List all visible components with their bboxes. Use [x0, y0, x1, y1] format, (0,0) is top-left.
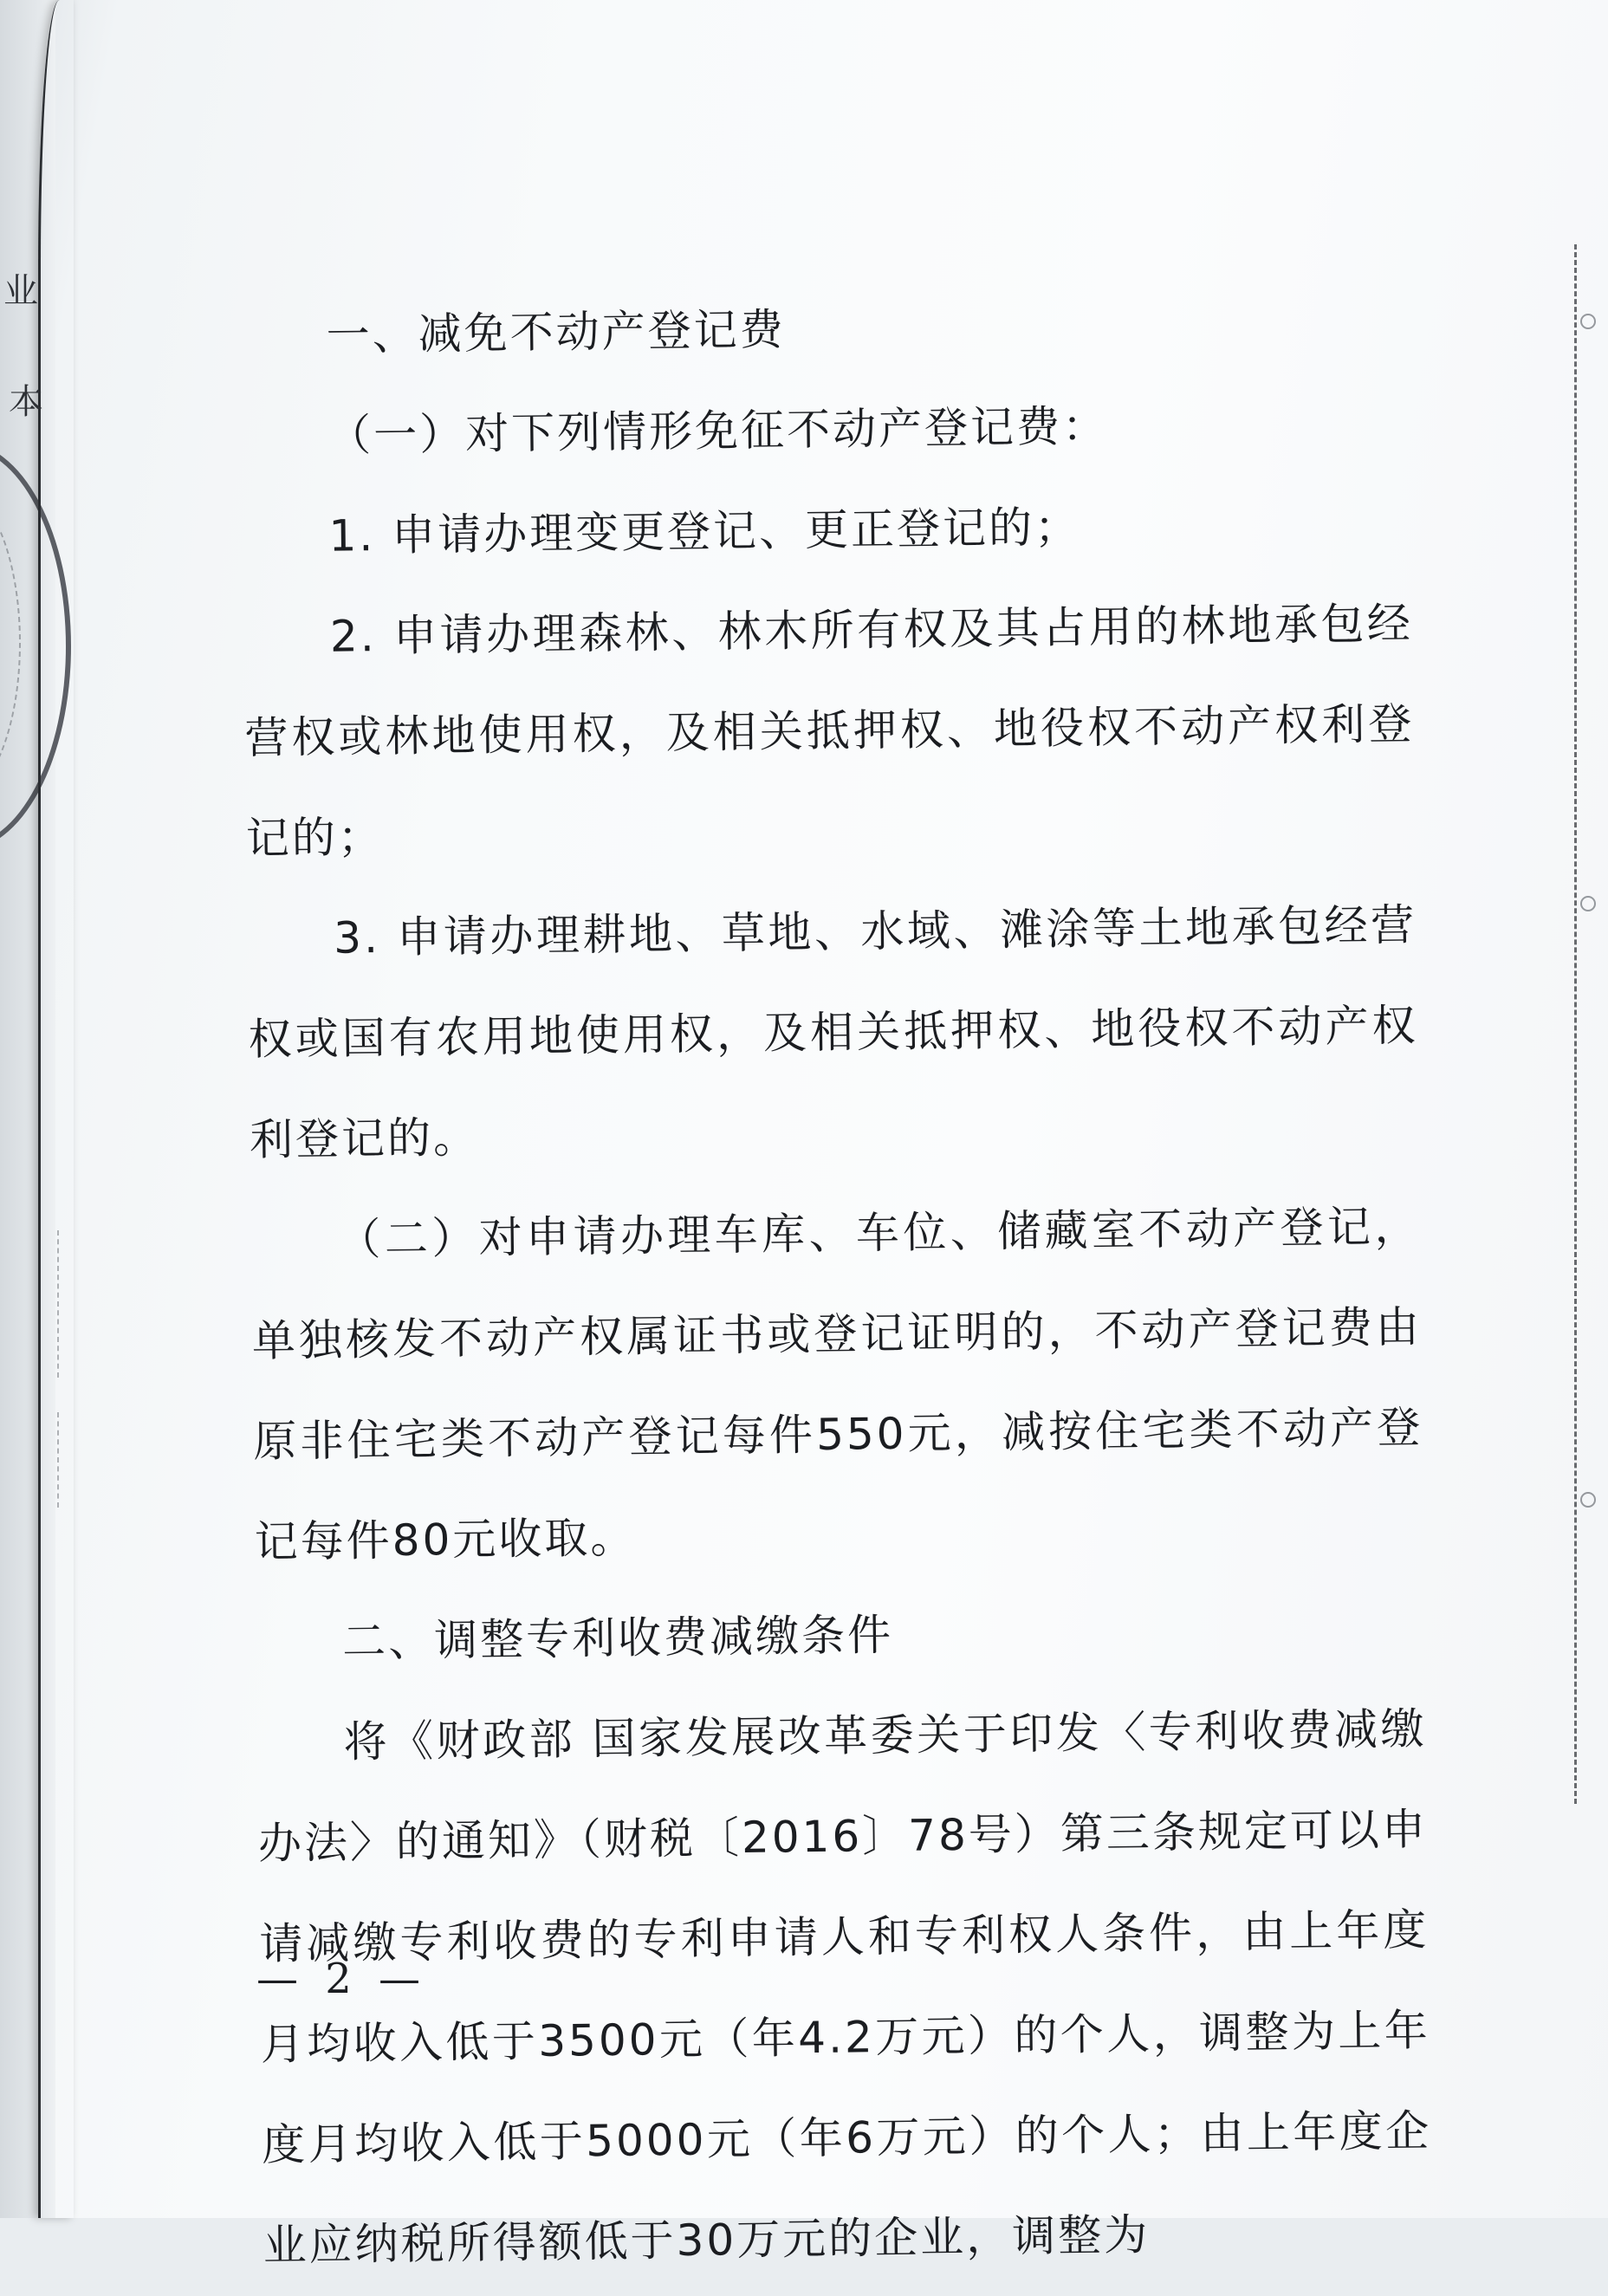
page-left-edge [38, 0, 74, 2218]
subsection-heading-1: （一）对下列情形免征不动产登记费： [327, 400, 1109, 461]
left-margin-mark [57, 1412, 59, 1508]
section-2-paragraph: 将《财政部 国家发展改革委关于印发〈专利收费减缴办法〉的通知》（财税〔2016〕78号）第三条规定可以申请减缴专利收费的专利申请人和专利权人条件，由上年度月均收入低于3500元（年4.2万元）的个人，调整为上年度月均收入低于5000元（年6万元）的个人；由上年度企业应纳税所得额低于30万元的企业，调整为 [257, 1703, 1432, 2271]
section-heading-1: 一、减免不动产登记费 [326, 304, 787, 360]
binding-hole-mark [1580, 1492, 1596, 1508]
list-item-3: 3. 申请办理耕地、草地、水域、滩涂等土地承包经营权或国有农用地使用权，及相关抵押权、地役权不动产权利登记的。 [248, 899, 1418, 1165]
list-item-1: 1. 申请办理变更登记、更正登记的； [328, 502, 1081, 561]
section-heading-2: 二、调整专利收费减缴条件 [341, 1609, 894, 1667]
subsection-2-paragraph: （二）对申请办理车库、车位、储藏室不动产登记，单独核发不动产权属证书或登记证明的，不动产登记费由原非住宅类不动产登记每件550元，减按住宅类不动产登记每件80元收取。 [251, 1201, 1423, 1567]
left-margin-mark [57, 1230, 59, 1378]
binding-hole-mark [1580, 314, 1596, 329]
margin-fragment-2: 本 [9, 382, 43, 422]
list-item-2: 2. 申请办理森林、林木所有权及其占用的林地承包经营权或林地使用权，及相关抵押权、地役权不动产权利登记的； [244, 598, 1415, 864]
next-page-edge [1574, 244, 1577, 1804]
binding-hole-mark [1580, 896, 1596, 911]
page-number: — 2 — [256, 1955, 428, 2003]
margin-fragment-1: 业 [3, 271, 38, 311]
